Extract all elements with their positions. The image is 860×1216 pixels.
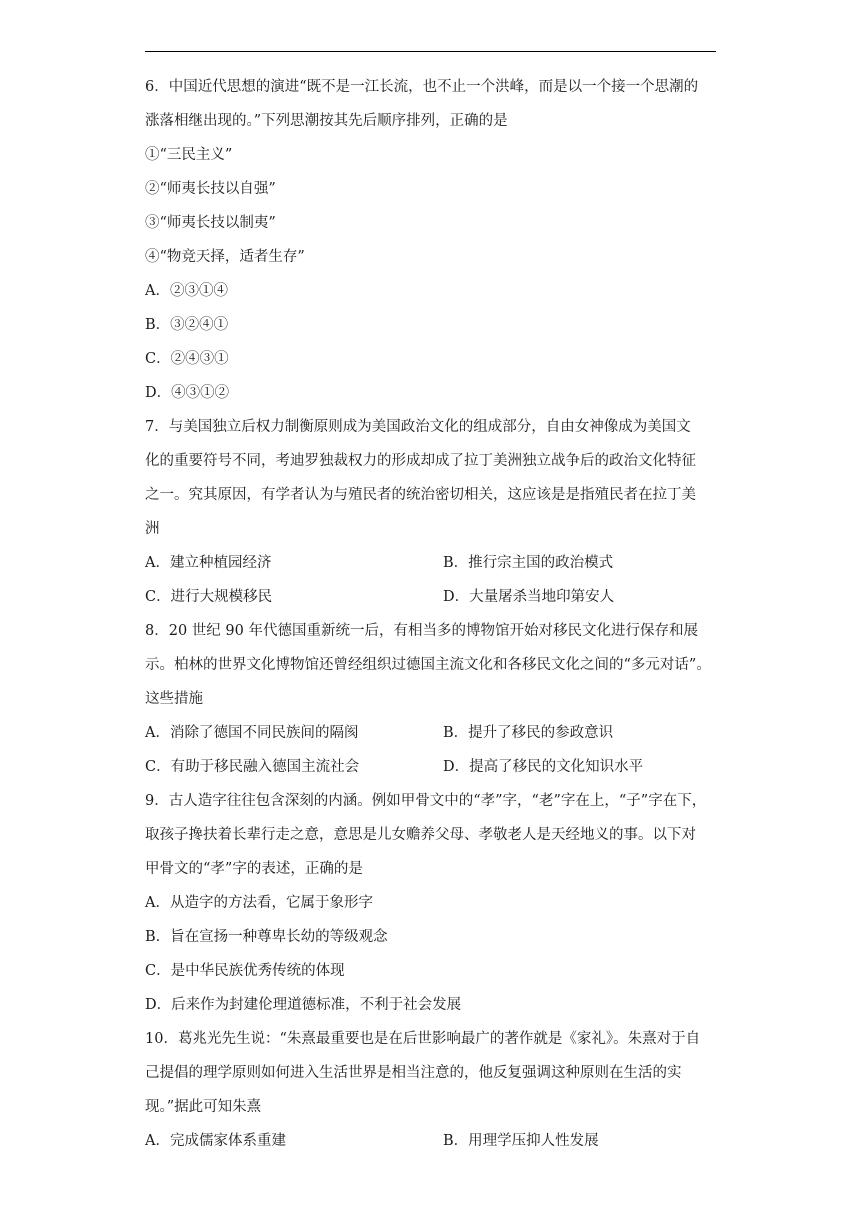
question-stem-line: 洲 bbox=[145, 521, 160, 537]
question-stem-line: 化的重要符号不同，考迪罗独裁权力的形成却成了拉丁美洲独立战争后的政治文化特征 bbox=[145, 453, 696, 469]
question-stem-line: 示。柏林的世界文化博物馆还曾经组织过德国主流文化和各移民文化之间的“多元对话”。 bbox=[145, 657, 711, 673]
option-d: D．大量屠杀当地印第安人 bbox=[443, 589, 615, 605]
question-statement: ②“师夷长技以自强” bbox=[145, 181, 276, 197]
option-d: D．提高了移民的文化知识水平 bbox=[443, 759, 644, 775]
option-b: B．提升了移民的参政意识 bbox=[443, 725, 614, 741]
question-stem-line: 甲骨文的“孝”字的表述，正确的是 bbox=[145, 861, 363, 877]
option-b: B．旨在宣扬一种尊卑长幼的等级观念 bbox=[145, 929, 388, 945]
option-a: A．消除了德国不同民族间的隔阂 bbox=[145, 725, 359, 741]
option-row bbox=[145, 580, 720, 614]
option-a: A．从造字的方法看，它属于象形字 bbox=[145, 895, 373, 911]
option-d: D．④③①② bbox=[145, 385, 230, 401]
option-c: C．有助于移民融入德国主流社会 bbox=[145, 759, 360, 775]
question-statement: ③“师夷长技以制夷” bbox=[145, 215, 276, 231]
question-stem-line: 7．与美国独立后权力制衡原则成为美国政治文化的组成部分，自由女神像成为美国文 bbox=[145, 419, 691, 435]
question-stem-line: 8．20 世纪 90 年代德国重新统一后，有相当多的博物馆开始对移民文化进行保存和展 bbox=[145, 623, 698, 639]
question-statement: ①“三民主义” bbox=[145, 147, 233, 163]
question-stem-line: 涨落相继出现的。”下列思潮按其先后顺序排列，正确的是 bbox=[145, 113, 508, 129]
option-c: C．是中华民族优秀传统的体现 bbox=[145, 963, 345, 979]
question-stem-line: 己提倡的理学原则如何进入生活世界是相当注意的，他反复强调这种原则在生活的实 bbox=[145, 1065, 682, 1081]
question-statement: ④“物竞天择，适者生存” bbox=[145, 249, 305, 265]
option-b: B．用理学压抑人性发展 bbox=[443, 1133, 599, 1149]
question-stem-line: 9．古人造字往往包含深刻的内涵。例如甲骨文中的“孝”字，“老”字在上，“子”字在下， bbox=[145, 793, 707, 809]
question-stem-line: 这些措施 bbox=[145, 691, 203, 707]
question-stem-line: 现。”据此可知朱熹 bbox=[145, 1099, 262, 1115]
option-b: B．③②④① bbox=[145, 317, 229, 333]
option-row bbox=[145, 546, 720, 580]
option-row bbox=[145, 716, 720, 750]
option-row bbox=[145, 1124, 720, 1158]
option-row bbox=[145, 750, 720, 784]
question-stem-line: 之一。究其原因，有学者认为与殖民者的统治密切相关，这应该是是指殖民者在拉丁美 bbox=[145, 487, 696, 503]
option-a: A．②③①④ bbox=[145, 283, 228, 299]
option-b: B．推行宗主国的政治模式 bbox=[443, 555, 614, 571]
question-6 bbox=[145, 70, 720, 410]
option-c: C．②④③① bbox=[145, 351, 229, 367]
option-d: D．后来作为封建伦理道德标准，不利于社会发展 bbox=[145, 997, 462, 1013]
question-7 bbox=[145, 410, 720, 614]
question-stem-line: 10．葛兆光先生说：“朱熹最重要也是在后世影响最广的著作就是《家礼》。朱熹对于自 bbox=[145, 1031, 701, 1047]
question-stem-line: 取孩子搀扶着长辈行走之意，意思是儿女赡养父母、孝敬老人是天经地义的事。以下对 bbox=[145, 827, 696, 843]
option-a: A．建立种植园经济 bbox=[145, 555, 272, 571]
question-9 bbox=[145, 784, 720, 1022]
option-c: C．进行大规模移民 bbox=[145, 589, 273, 605]
question-stem-line: 6．中国近代思想的演进“既不是一江长流，也不止一个洪峰，而是以一个接一个思潮的 bbox=[145, 79, 699, 95]
exam-page bbox=[145, 70, 720, 1158]
option-a: A．完成儒家体系重建 bbox=[145, 1133, 286, 1149]
question-10 bbox=[145, 1022, 720, 1158]
header-rule bbox=[145, 51, 716, 52]
question-8 bbox=[145, 614, 720, 784]
